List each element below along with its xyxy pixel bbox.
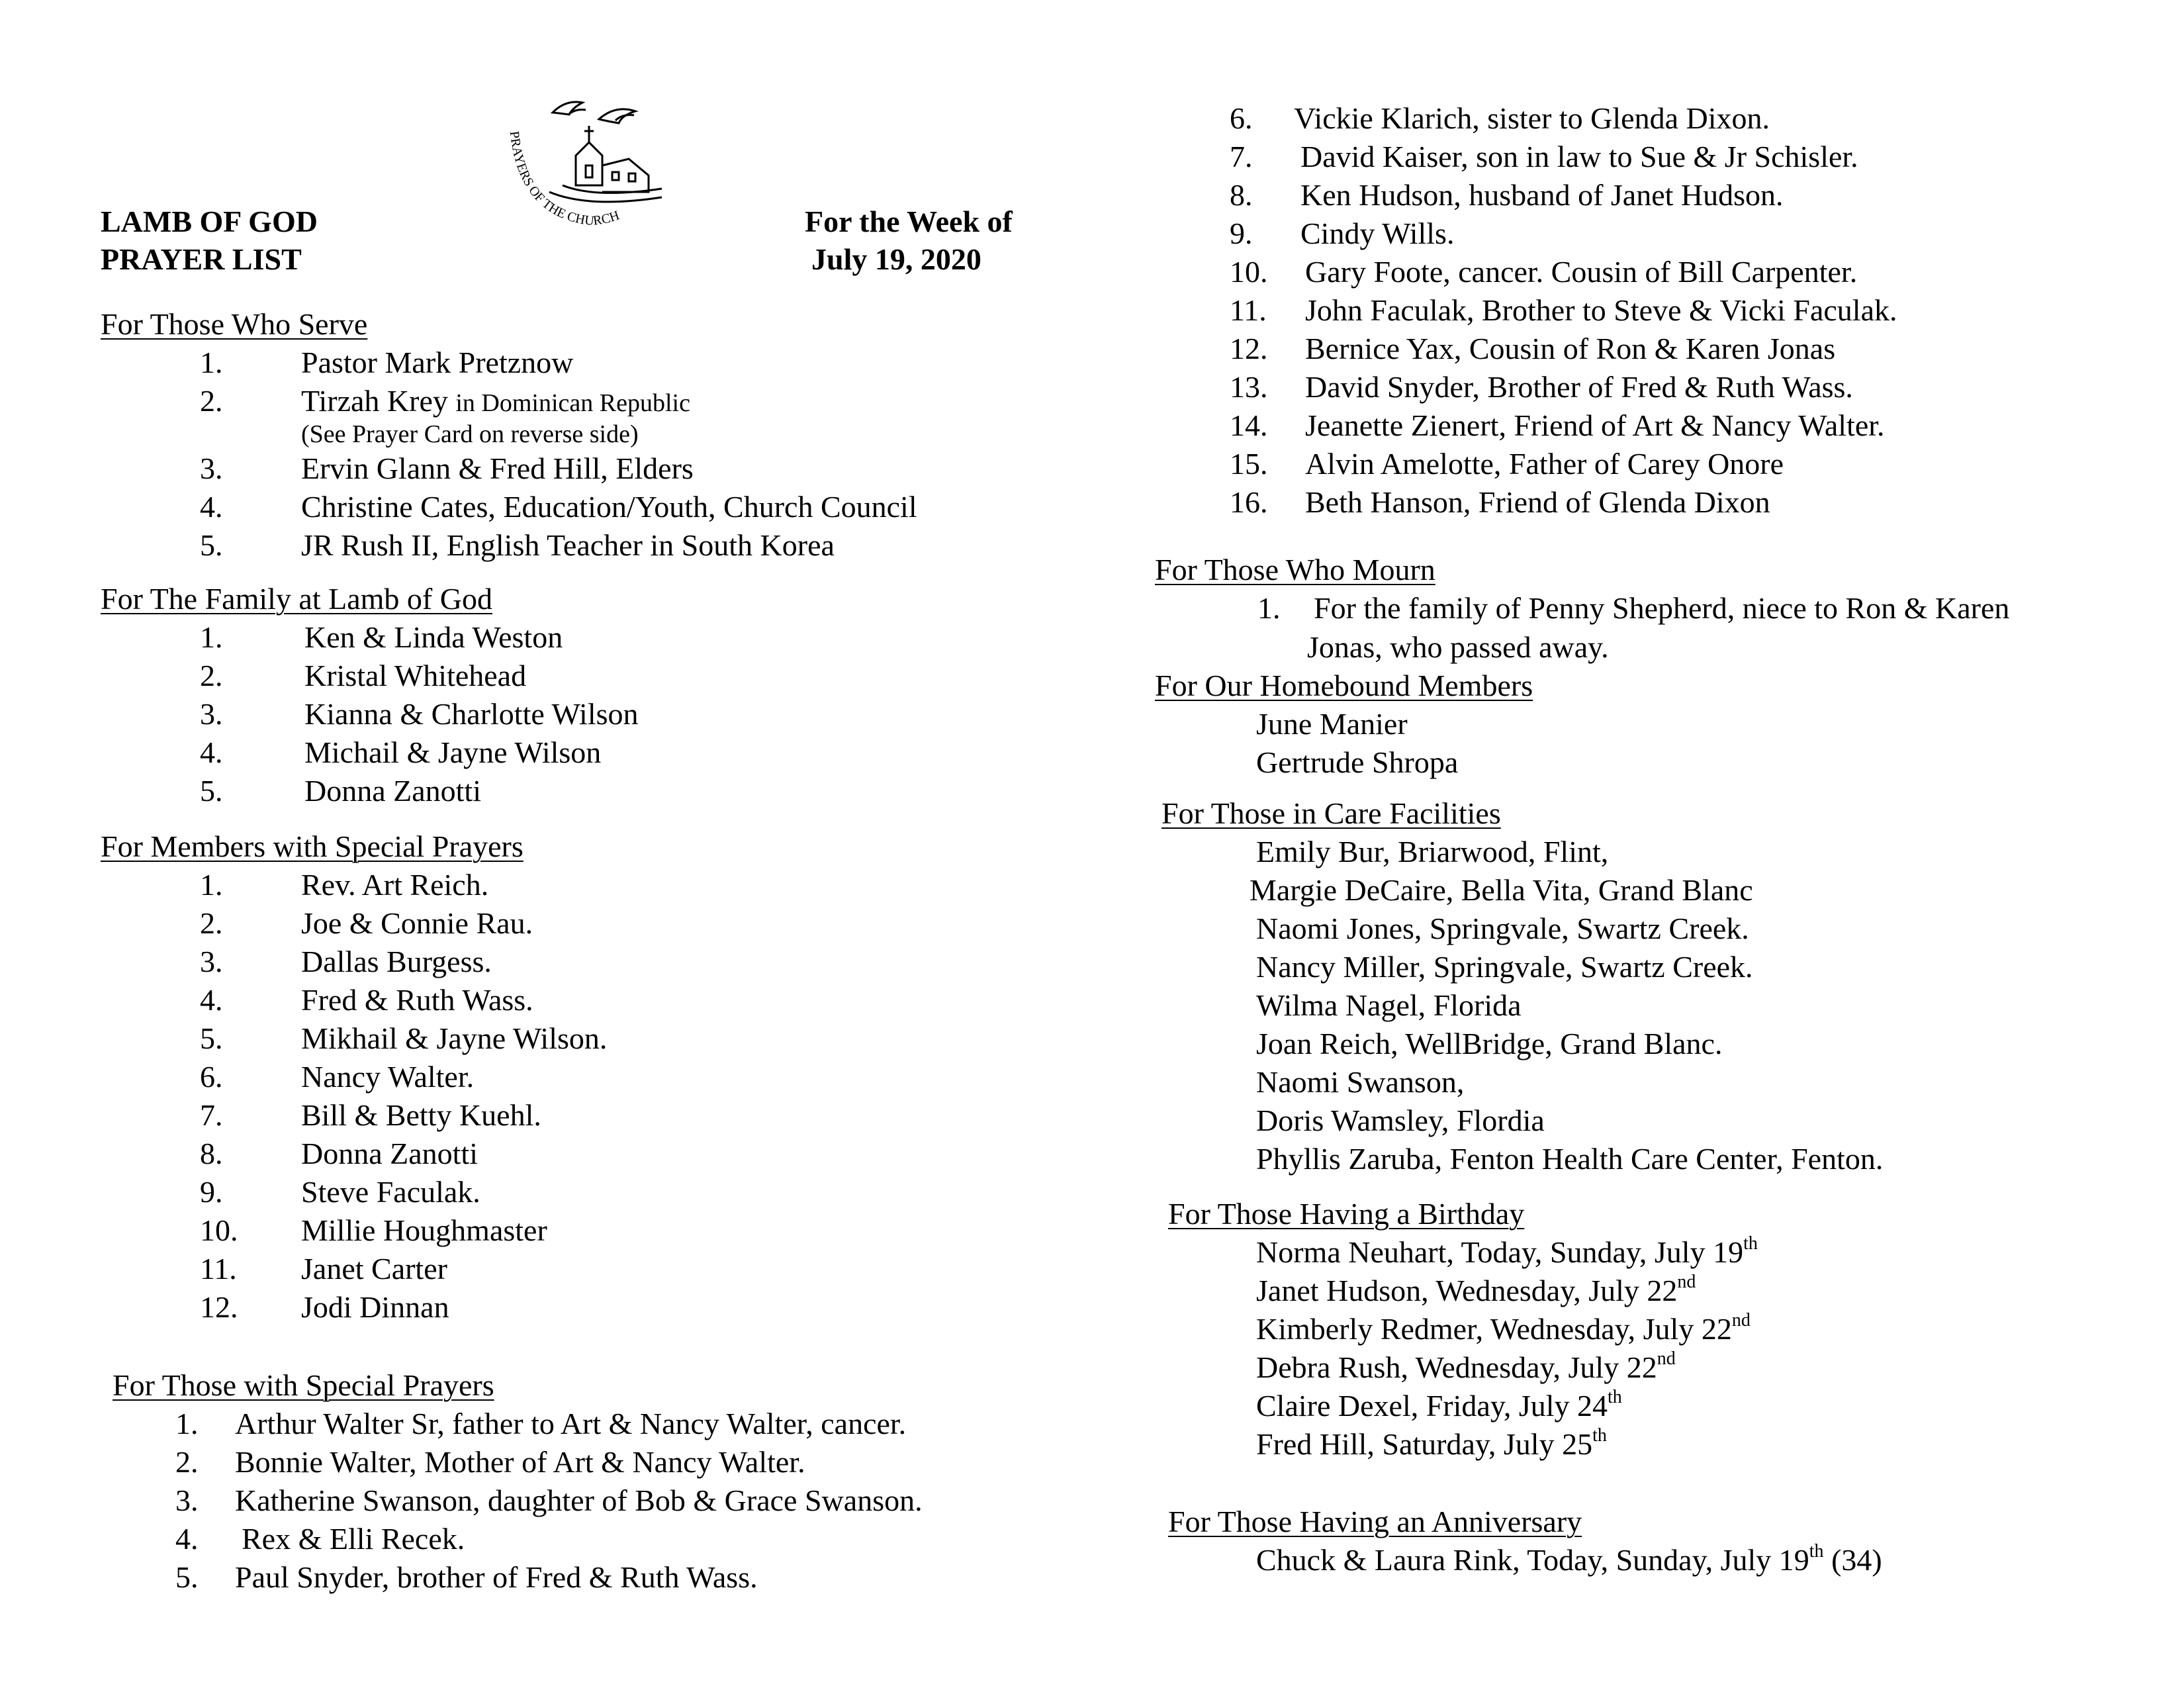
birthday-ordinal: th	[1608, 1386, 1622, 1407]
care-facility-item: Wilma Nagel, Florida	[1256, 988, 1522, 1022]
homebound-member: Gertrude Shropa	[1256, 745, 1459, 779]
section-heading-serve: For Those Who Serve	[101, 307, 368, 341]
serve-item-number: 2.	[200, 384, 223, 418]
special-item-text: Bonnie Walter, Mother of Art & Nancy Walter.	[235, 1445, 805, 1479]
members-item-text: Donna Zanotti	[301, 1137, 478, 1170]
serve-item-text: Pastor Mark Pretznow	[301, 346, 574, 379]
members-item-number: 10.	[200, 1213, 238, 1247]
members-item-text: Dallas Burgess.	[301, 945, 492, 978]
care-facility-item: Naomi Jones, Springvale, Swartz Creek.	[1256, 912, 1749, 945]
birthday-text: Janet Hudson, Wednesday, July 22	[1256, 1274, 1678, 1307]
special-item-number: 13.	[1230, 370, 1268, 404]
section-heading-homebound: For Our Homebound Members	[1155, 669, 1533, 702]
care-facility-item: Naomi Swanson,	[1256, 1065, 1465, 1099]
members-item-number: 5.	[200, 1021, 223, 1055]
mourn-item-number: 1.	[1257, 591, 1281, 625]
special-item-number: 16.	[1230, 485, 1268, 519]
special-item-text: John Faculak, Brother to Steve & Vicki Faculak.	[1305, 293, 1897, 327]
members-item-text: Millie Houghmaster	[301, 1213, 547, 1247]
special-item-text: Beth Hanson, Friend of Glenda Dixon	[1305, 485, 1770, 519]
family-item-number: 1.	[200, 620, 223, 654]
family-list-item	[304, 772, 481, 810]
special-item-number: 8.	[1230, 178, 1253, 212]
serve-item-number: 3.	[200, 451, 223, 485]
members-item-text: Bill & Betty Kuehl.	[301, 1098, 541, 1132]
members-item-text: Rev. Art Reich.	[301, 868, 489, 902]
members-item-text: Jodi Dinnan	[301, 1290, 449, 1324]
birthday-ordinal: nd	[1677, 1271, 1696, 1292]
week-date: July 19, 2020	[811, 242, 981, 276]
special-item-number: 10.	[1230, 255, 1268, 289]
special-item-text: Arthur Walter Sr, father to Art & Nancy Walter, cancer.	[235, 1407, 907, 1440]
anniversary-years: (34)	[1823, 1543, 1882, 1577]
serve-item-text: JR Rush II, English Teacher in South Korea	[301, 528, 835, 562]
members-item-number: 7.	[200, 1098, 223, 1132]
birthday-item	[1256, 1387, 1622, 1425]
members-list-item	[301, 1096, 541, 1135]
birthday-text: Kimberly Redmer, Wednesday, July 22	[1256, 1312, 1732, 1346]
family-item-number: 4.	[200, 735, 223, 769]
members-item-text: Janet Carter	[301, 1252, 447, 1286]
family-list-item	[304, 695, 639, 733]
special-item-text: Jeanette Zienert, Friend of Art & Nancy Walter.	[1305, 408, 1885, 442]
family-item-text: Michail & Jayne Wilson	[304, 735, 602, 769]
birthday-text: Norma Neuhart, Today, Sunday, July 19	[1256, 1235, 1744, 1269]
serve-list-item	[301, 449, 694, 488]
svg-text:PRAYERS OF THE CHURCH	[507, 130, 621, 228]
mourn-line-1: For the family of Penny Shepherd, niece to Ron & Karen	[1314, 591, 2010, 625]
section-heading-birthday: For Those Having a Birthday	[1168, 1197, 1525, 1231]
members-item-text: Nancy Walter.	[301, 1060, 475, 1094]
care-facility-item: Margie DeCaire, Bella Vita, Grand Blanc	[1250, 873, 1753, 907]
family-item-text: Donna Zanotti	[304, 774, 481, 808]
members-list-item	[301, 904, 533, 943]
members-item-text: Joe & Connie Rau.	[301, 906, 533, 940]
members-item-text: Steve Faculak.	[301, 1175, 480, 1209]
birthday-text: Fred Hill, Saturday, July 25	[1256, 1427, 1593, 1461]
members-item-number: 12.	[200, 1290, 238, 1324]
logo-arc-text: PRAYERS OF THE CHURCH	[506, 130, 621, 229]
special-item-number: 9.	[1230, 216, 1253, 250]
church-doves-logo	[490, 93, 695, 238]
serve-item-note: (See Prayer Card on reverse side)	[301, 420, 639, 448]
family-item-number: 2.	[200, 659, 223, 692]
serve-item-number: 1.	[200, 346, 223, 379]
anniversary-suffix: th	[1809, 1540, 1824, 1562]
special-item-number: 4.	[175, 1522, 199, 1556]
members-item-text: Fred & Ruth Wass.	[301, 983, 533, 1017]
members-item-number: 1.	[200, 868, 223, 902]
family-item-text: Kianna & Charlotte Wilson	[304, 697, 639, 731]
special-item-number: 11.	[1230, 293, 1267, 327]
care-facility-item: Joan Reich, WellBridge, Grand Blanc.	[1256, 1027, 1723, 1060]
special-item-text: Alvin Amelotte, Father of Carey Onore	[1305, 447, 1784, 481]
special-item-number: 7.	[1230, 140, 1253, 173]
family-item-number: 3.	[200, 697, 223, 731]
members-item-number: 11.	[200, 1252, 237, 1286]
anniversary-item	[1256, 1541, 1882, 1579]
serve-item-text: Ervin Glann & Fred Hill, Elders	[301, 451, 694, 485]
serve-list-item	[301, 526, 835, 565]
care-facility-item: Doris Wamsley, Flordia	[1256, 1103, 1545, 1137]
birthday-ordinal: nd	[1731, 1309, 1751, 1331]
section-heading-anniversary: For Those Having an Anniversary	[1168, 1505, 1582, 1538]
mourn-line-2: Jonas, who passed away.	[1307, 630, 1609, 664]
special-item-text: David Kaiser, son in law to Sue & Jr Schisler.	[1300, 140, 1858, 173]
serve-item-extra: in Dominican Republic	[455, 389, 690, 417]
birthday-item	[1256, 1348, 1676, 1387]
anniversary-text: Chuck & Laura Rink, Today, Sunday, July 19	[1256, 1543, 1809, 1577]
serve-list-item	[301, 344, 573, 382]
family-item-text: Kristal Whitehead	[304, 659, 527, 692]
members-list-item	[301, 1058, 474, 1096]
special-item-number: 14.	[1230, 408, 1268, 442]
birthday-item	[1256, 1425, 1607, 1464]
members-list-item	[301, 1250, 447, 1288]
birthday-ordinal: th	[1743, 1233, 1758, 1254]
section-heading-mourn: For Those Who Mourn	[1155, 553, 1435, 586]
homebound-member: June Manier	[1256, 707, 1408, 741]
members-list-item	[301, 981, 533, 1019]
special-item-text: Bernice Yax, Cousin of Ron & Karen Jonas	[1305, 332, 1836, 365]
serve-list-item	[301, 488, 917, 526]
care-facility-item: Nancy Miller, Springvale, Swartz Creek.	[1256, 950, 1753, 984]
section-heading-special: For Those with Special Prayers	[113, 1368, 494, 1402]
members-list-item	[301, 866, 488, 904]
members-list-item	[301, 943, 492, 981]
special-item-number: 2.	[175, 1445, 199, 1479]
family-item-text: Ken & Linda Weston	[304, 620, 563, 654]
section-heading-care: For Those in Care Facilities	[1161, 796, 1501, 830]
section-heading-family: For The Family at Lamb of God	[101, 582, 492, 616]
week-label: For the Week of	[805, 205, 1013, 238]
special-item-text: Ken Hudson, husband of Janet Hudson.	[1300, 178, 1784, 212]
section-heading-members: For Members with Special Prayers	[101, 829, 523, 863]
special-item-text: Gary Foote, cancer. Cousin of Bill Carpenter.	[1305, 255, 1858, 289]
special-item-text: Rex & Elli Recek.	[242, 1522, 465, 1556]
birthday-text: Claire Dexel, Friday, July 24	[1256, 1389, 1608, 1423]
members-item-text: Mikhail & Jayne Wilson.	[301, 1021, 608, 1055]
birthday-item	[1256, 1310, 1751, 1348]
special-item-number: 1.	[175, 1407, 199, 1440]
members-item-number: 2.	[200, 906, 223, 940]
special-item-text: Paul Snyder, brother of Fred & Ruth Wass.	[235, 1560, 758, 1594]
members-list-item	[301, 1135, 478, 1173]
serve-item-text: Tirzah Krey	[301, 384, 448, 418]
title-line-1: LAMB OF GOD	[101, 205, 318, 238]
birthday-ordinal: nd	[1657, 1348, 1676, 1369]
birthday-item	[1256, 1272, 1696, 1310]
care-facility-item: Phyllis Zaruba, Fenton Health Care Center, Fenton.	[1256, 1142, 1884, 1176]
serve-item-number: 5.	[200, 528, 223, 562]
special-item-number: 6.	[1230, 101, 1253, 135]
special-item-text: David Snyder, Brother of Fred & Ruth Wass.	[1305, 370, 1853, 404]
serve-item-number: 4.	[200, 490, 223, 524]
special-item-text: Vickie Klarich, sister to Glenda Dixon.	[1294, 101, 1770, 135]
mourn-item	[1257, 589, 1281, 628]
special-item-text: Cindy Wills.	[1300, 216, 1455, 250]
members-item-number: 6.	[200, 1060, 223, 1094]
special-item-number: 5.	[175, 1560, 199, 1594]
special-item-number: 3.	[175, 1483, 199, 1517]
members-list-item	[301, 1173, 480, 1211]
members-item-number: 3.	[200, 945, 223, 978]
family-list-item	[304, 618, 563, 657]
birthday-item	[1256, 1233, 1758, 1272]
members-item-number: 4.	[200, 983, 223, 1017]
special-item-number: 15.	[1230, 447, 1268, 481]
family-item-number: 5.	[200, 774, 223, 808]
special-item-number: 12.	[1230, 332, 1268, 365]
title-line-2: PRAYER LIST	[101, 242, 302, 276]
care-facility-item: Emily Bur, Briarwood, Flint,	[1256, 835, 1609, 868]
members-list-item	[301, 1019, 607, 1058]
family-list-item	[304, 733, 601, 772]
birthday-ordinal: th	[1592, 1425, 1607, 1446]
special-item-text: Katherine Swanson, daughter of Bob & Grace Swanson.	[235, 1483, 923, 1517]
family-list-item	[304, 657, 526, 695]
members-list-item	[301, 1211, 547, 1250]
birthday-text: Debra Rush, Wednesday, July 22	[1256, 1350, 1657, 1384]
serve-item-text: Christine Cates, Education/Youth, Church Council	[301, 490, 917, 524]
members-item-number: 9.	[200, 1175, 223, 1209]
members-item-number: 8.	[200, 1137, 223, 1170]
members-list-item	[301, 1288, 449, 1327]
